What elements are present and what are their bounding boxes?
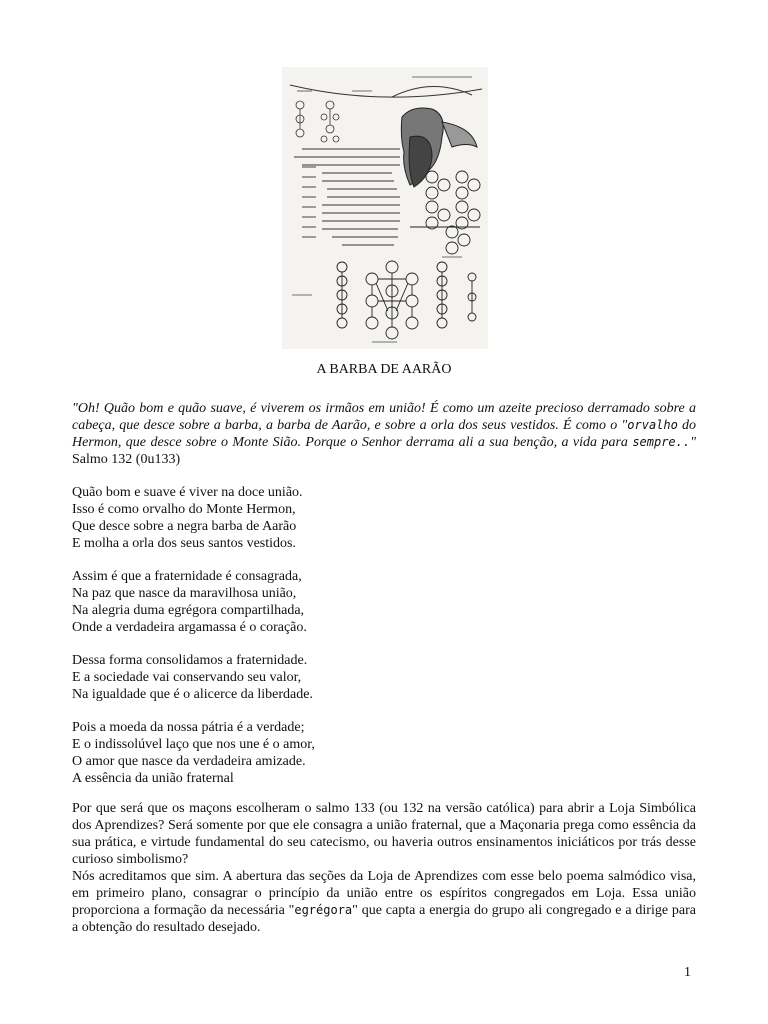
poem-line: Que desce sobre a negra barba de Aarão (72, 519, 297, 534)
poem-stanza (72, 568, 696, 636)
kabbalah-diagram-image (282, 67, 488, 349)
poem-line: E molha a orla dos seus santos vestidos. (72, 536, 296, 551)
body-text (72, 800, 696, 936)
poem-line: Isso é como orvalho do Monte Hermon, (72, 502, 296, 517)
poem-line: Na alegria duma egrégora compartilhada, (72, 603, 305, 618)
poem-stanza (72, 719, 696, 787)
poem-line: Assim é que a fraternidade é consagrada, (72, 569, 302, 584)
epigraph-text: do Hermon, que desce sobre o Monte Sião. Porque o Senhor derrama ali a sua benção, a vida para (72, 418, 697, 450)
epigraph-mono-word: orvalho (627, 418, 678, 432)
poem-line: Pois a moeda da nossa pátria é a verdade; (72, 720, 305, 735)
epigraph-text: " (690, 435, 696, 450)
poem-line: Onde a verdadeira argamassa é o coração. (72, 620, 307, 635)
paragraph-mono-word: egrégora (294, 903, 353, 917)
epigraph-mono-word: sempre.. (632, 435, 691, 449)
poem-line: E o indissolúvel laço que nos une é o amor, (72, 737, 315, 752)
epigraph (72, 400, 696, 468)
poem-stanza (72, 484, 696, 552)
poem-line: Quão bom e suave é viver na doce união. (72, 485, 303, 500)
page-number: 1 (684, 965, 691, 980)
poem-line: Na paz que nasce da maravilhosa união, (72, 586, 297, 601)
kabbalistic-illustration (282, 67, 488, 349)
paragraph-text: " que capta a energia do grupo ali congregado e a dirige para a obtenção do resultado desejado. (72, 903, 696, 935)
epigraph-text: "Oh! Quão bom e quão suave, é viverem os irmãos em união! É como um azeite precioso derramado sobre a cabeça, que desce sobre a barba, a barba de Aarão, e sobre a orla dos seus vestidos. É como o " (72, 401, 696, 433)
paragraph: Por que será que os maçons escolheram o salmo 133 (ou 132 na versão católica) para abrir a Loja Simbólica dos Aprendizes? Será somente por que ele consagra a união fraternal, que a Maçonaria prega como essência da sua prática, e virtude fundamental do seu catecismo, ou haveria outros ensinamentos iniciáticos por trás desse curioso simbolismo? (72, 801, 696, 867)
paragraph (72, 868, 696, 936)
poem-line: Dessa forma consolidamos a fraternidade. (72, 653, 308, 668)
poem-line: Na igualdade que é o alicerce da liberdade. (72, 687, 313, 702)
psalm-reference: Salmo 132 (0u133) (72, 452, 181, 467)
paragraph-text: Nós acreditamos que sim. A abertura das seções da Loja de Aprendizes com esse belo poema salmódico visa, em primeiro plano, consagrar o princípio da união entre os espíritos congregados em Loja. Essa união proporciona a formação da necessária " (72, 869, 696, 918)
poem-stanza (72, 652, 696, 703)
poem-line: O amor que nasce da verdadeira amizade. (72, 754, 306, 769)
poem-line: A essência da união fraternal (72, 771, 234, 786)
poem-line: E a sociedade vai conservando seu valor, (72, 670, 302, 685)
document-title: A BARBA DE AARÃO (316, 362, 452, 377)
